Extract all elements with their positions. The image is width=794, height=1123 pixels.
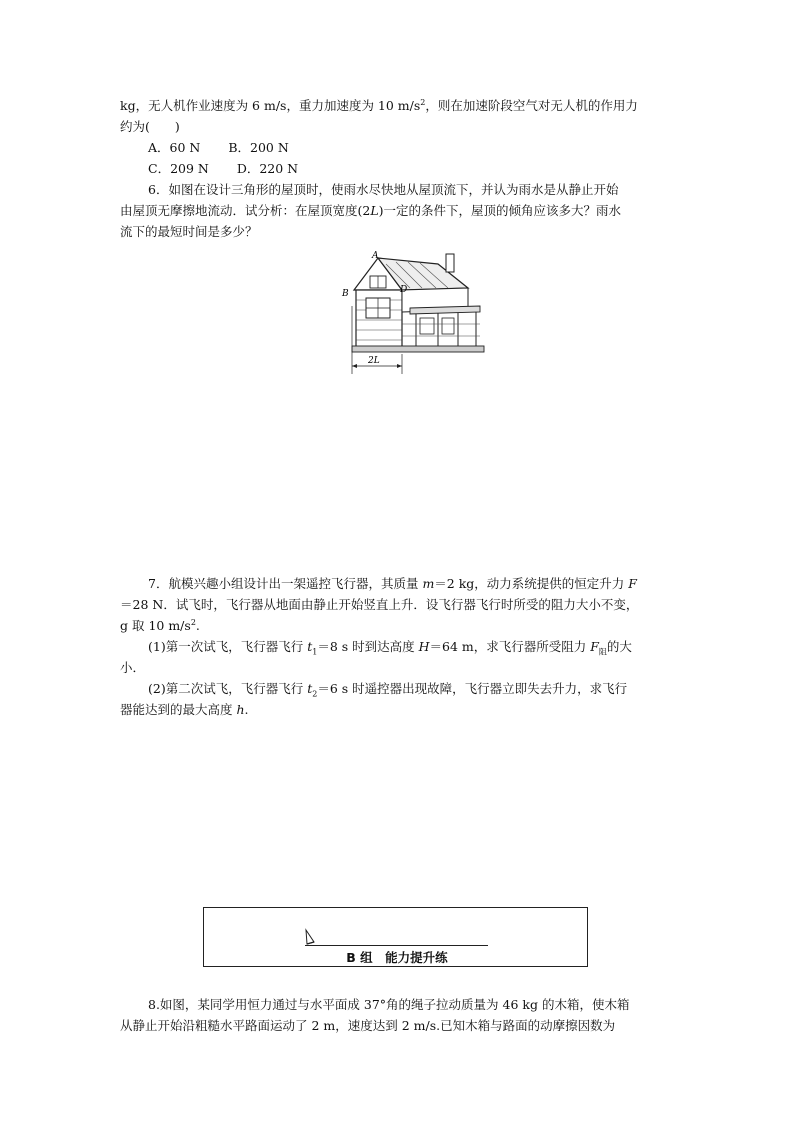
q5-option-c: C．209 N bbox=[148, 161, 209, 176]
q5-option-b: B．200 N bbox=[228, 140, 289, 155]
label-b: B bbox=[342, 289, 349, 299]
q6-line3: 流下的最短时间是多少？ bbox=[120, 224, 258, 239]
q7-line3: g 取 10 $m/s^2$. bbox=[120, 617, 200, 633]
q5-option-a: A．60 N bbox=[148, 140, 201, 155]
q7-line2: ＝28 N．试飞时，飞行器从地面由静止开始竖直上升．设飞行器飞行时所受的阻力大小不变， bbox=[120, 597, 639, 612]
section-b-title: B 组 能力提升练 bbox=[346, 950, 448, 965]
chimney bbox=[446, 254, 454, 272]
q5-option-d: D．220 N bbox=[236, 161, 299, 176]
q7-part1: (1)第一次试飞，飞行器飞行 $t_1=8$ s 时到达高度 H＝64 m，求飞行器所受阻力 $F_阻$的大 bbox=[148, 639, 632, 657]
label-d: D bbox=[400, 285, 408, 295]
q5-options-ab bbox=[148, 139, 289, 157]
house-figure bbox=[338, 250, 488, 375]
q7-part1-line2: 小． bbox=[120, 660, 146, 675]
q8-line1: 8.如图，某同学用恒力通过与水平面成 37°角的绳子拉动质量为 46 kg 的木箱，使木箱 bbox=[148, 997, 630, 1012]
q6-line1: 6．如图在设计三角形的屋顶时，使雨水尽快地从屋顶流下，并认为雨水是从静止开始 bbox=[148, 182, 619, 197]
width-label: 2L bbox=[368, 356, 380, 366]
house-base bbox=[352, 346, 484, 352]
q7-part2-line2: 器能达到的最大高度 h. bbox=[120, 702, 249, 717]
q7-line1: 7．航模兴趣小组设计出一架遥控飞行器，其质量 m＝2 kg，动力系统提供的恒定升力 F bbox=[148, 576, 637, 591]
label-a: A bbox=[372, 251, 379, 261]
section-b-rule bbox=[305, 945, 488, 946]
q6-line2: 由屋顶无摩擦地流动．试分析：在屋顶宽度(2L)一定的条件下，屋顶的倾角应该多大？雨水 bbox=[120, 203, 622, 218]
q7-part2: (2)第二次试飞，飞行器飞行 $t_2=6$ s 时遥控器出现故障，飞行器立即失去升力，求飞行 bbox=[148, 681, 628, 699]
q5-line2: 约为( ) bbox=[120, 119, 180, 134]
q8-line2: 从静止开始沿粗糙水平路面运动了 2 m，速度达到 2 m/s.已知木箱与路面的动摩擦因数为 bbox=[120, 1018, 616, 1033]
q5-options-cd bbox=[148, 160, 298, 178]
pencil-icon bbox=[303, 928, 317, 946]
q5-line1: kg，无人机作业速度为 6 m/s，重力加速度为 10 $m/s^2$，则在加速阶段空气对无人机的作用力 bbox=[120, 97, 638, 113]
